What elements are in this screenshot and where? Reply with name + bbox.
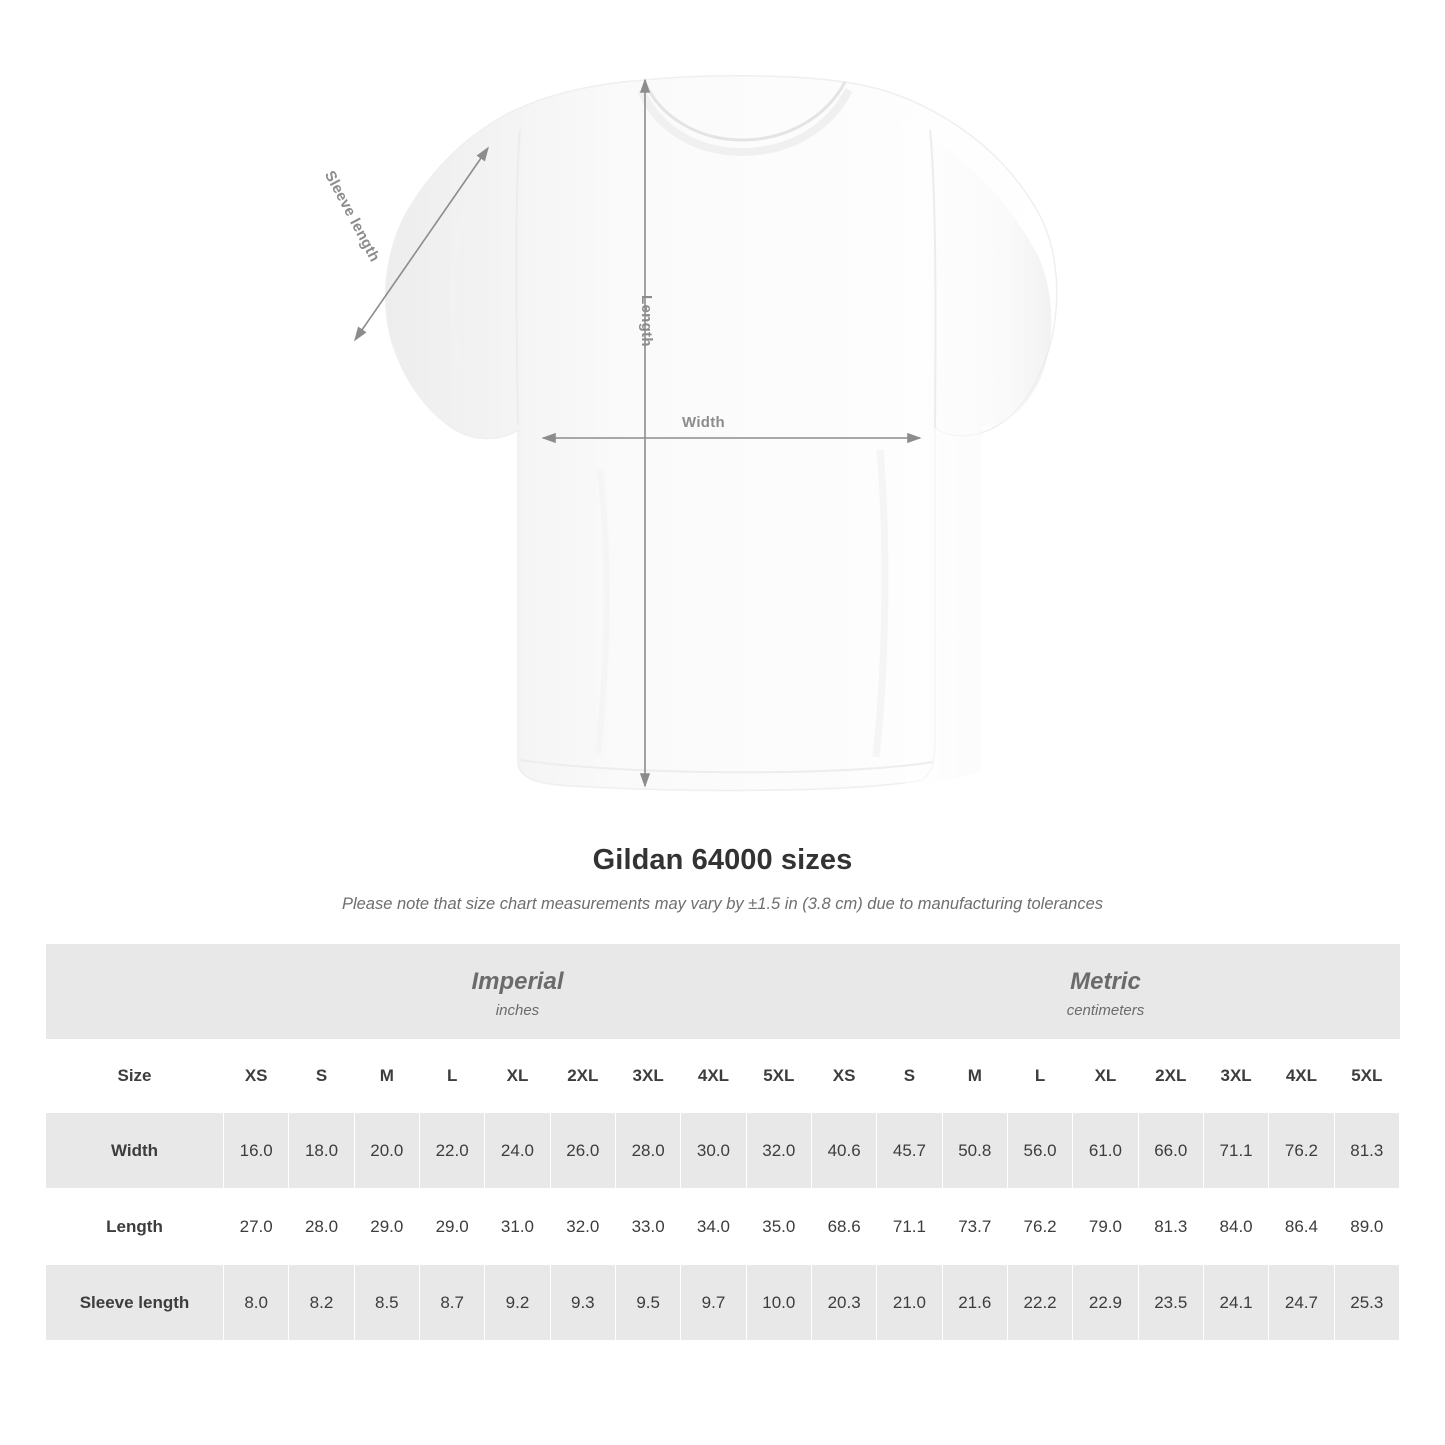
cell-width-1: 18.0: [289, 1113, 354, 1189]
size-chart-table: [45, 944, 1400, 1341]
cell-length-5: 32.0: [550, 1189, 615, 1265]
cell-width-3: 22.0: [419, 1113, 484, 1189]
cell-width-15: 71.1: [1203, 1113, 1268, 1189]
page-title: Gildan 64000 sizes: [592, 844, 853, 876]
cell-sleeve-3: 8.7: [419, 1265, 484, 1341]
header-col-13: XL: [1073, 1040, 1138, 1113]
cell-sleeve-17: 25.3: [1334, 1265, 1399, 1341]
cell-sleeve-8: 10.0: [746, 1265, 811, 1341]
tshirt-shape: [386, 76, 1057, 791]
header-col-9: XS: [811, 1040, 876, 1113]
header-col-6: 3XL: [615, 1040, 680, 1113]
row-label-length: Length: [46, 1189, 224, 1265]
cell-width-5: 26.0: [550, 1113, 615, 1189]
cell-length-9: 68.6: [811, 1189, 876, 1265]
length-label: Length: [638, 295, 655, 347]
cell-sleeve-9: 20.3: [811, 1265, 876, 1341]
header-col-1: S: [289, 1040, 354, 1113]
cell-sleeve-6: 9.5: [615, 1265, 680, 1341]
header-col-12: L: [1007, 1040, 1072, 1113]
column-header-row: [46, 1040, 1400, 1113]
cell-width-8: 32.0: [746, 1113, 811, 1189]
unit-header-spacer: [46, 944, 224, 1040]
cell-length-16: 86.4: [1269, 1189, 1334, 1265]
cell-length-3: 29.0: [419, 1189, 484, 1265]
cell-length-4: 31.0: [485, 1189, 550, 1265]
cell-length-7: 34.0: [681, 1189, 746, 1265]
cell-sleeve-0: 8.0: [224, 1265, 289, 1341]
cell-sleeve-16: 24.7: [1269, 1265, 1334, 1341]
unit-name-metric: Metric: [1070, 968, 1141, 995]
cell-width-0: 16.0: [224, 1113, 289, 1189]
cell-width-4: 24.0: [485, 1113, 550, 1189]
header-col-8: 5XL: [746, 1040, 811, 1113]
table-row: [46, 1265, 1400, 1341]
size-chart-container: [45, 944, 1400, 1341]
row-label-sleeve-length: Sleeve length: [46, 1265, 224, 1341]
header-col-16: 4XL: [1269, 1040, 1334, 1113]
cell-width-13: 61.0: [1073, 1113, 1138, 1189]
cell-length-12: 76.2: [1007, 1189, 1072, 1265]
cell-sleeve-1: 8.2: [289, 1265, 354, 1341]
unit-sub-metric: centimeters: [1066, 1002, 1145, 1020]
cell-length-11: 73.7: [942, 1189, 1007, 1265]
header-col-10: S: [877, 1040, 942, 1113]
cell-width-12: 56.0: [1007, 1113, 1072, 1189]
cell-sleeve-12: 22.2: [1007, 1265, 1072, 1341]
title-block: [0, 844, 1445, 914]
cell-sleeve-4: 9.2: [485, 1265, 550, 1341]
cell-width-17: 81.3: [1334, 1113, 1399, 1189]
cell-width-6: 28.0: [615, 1113, 680, 1189]
cell-length-17: 89.0: [1334, 1189, 1399, 1265]
header-col-15: 3XL: [1203, 1040, 1268, 1113]
cell-sleeve-14: 23.5: [1138, 1265, 1203, 1341]
cell-length-8: 35.0: [746, 1189, 811, 1265]
cell-sleeve-5: 9.3: [550, 1265, 615, 1341]
header-col-11: M: [942, 1040, 1007, 1113]
header-col-14: 2XL: [1138, 1040, 1203, 1113]
row-label-width: Width: [46, 1113, 224, 1189]
header-col-17: 5XL: [1334, 1040, 1399, 1113]
header-col-4: XL: [485, 1040, 550, 1113]
unit-header-metric: [811, 944, 1399, 1040]
cell-length-6: 33.0: [615, 1189, 680, 1265]
cell-length-14: 81.3: [1138, 1189, 1203, 1265]
cell-width-16: 76.2: [1269, 1113, 1334, 1189]
header-col-2: M: [354, 1040, 419, 1113]
cell-sleeve-13: 22.9: [1073, 1265, 1138, 1341]
cell-length-10: 71.1: [877, 1189, 942, 1265]
cell-length-1: 28.0: [289, 1189, 354, 1265]
cell-sleeve-10: 21.0: [877, 1265, 942, 1341]
header-size: Size: [46, 1040, 224, 1113]
cell-width-7: 30.0: [681, 1113, 746, 1189]
cell-width-11: 50.8: [942, 1113, 1007, 1189]
unit-name-imperial: Imperial: [471, 968, 564, 995]
header-col-7: 4XL: [681, 1040, 746, 1113]
cell-length-2: 29.0: [354, 1189, 419, 1265]
unit-header-row: [46, 944, 1400, 1040]
cell-sleeve-11: 21.6: [942, 1265, 1007, 1341]
tolerance-note: Please note that size chart measurements may vary by ±1.5 in (3.8 cm) due to manufacturing tolerances: [341, 895, 1104, 913]
sleeve-length-label: Sleeve length: [320, 168, 384, 265]
cell-sleeve-7: 9.7: [681, 1265, 746, 1341]
cell-sleeve-2: 8.5: [354, 1265, 419, 1341]
cell-width-2: 20.0: [354, 1113, 419, 1189]
header-col-5: 2XL: [550, 1040, 615, 1113]
cell-width-14: 66.0: [1138, 1113, 1203, 1189]
table-row: [46, 1113, 1400, 1189]
header-col-3: L: [419, 1040, 484, 1113]
cell-length-13: 79.0: [1073, 1189, 1138, 1265]
width-label: Width: [682, 414, 726, 431]
cell-length-0: 27.0: [224, 1189, 289, 1265]
cell-length-15: 84.0: [1203, 1189, 1268, 1265]
cell-width-9: 40.6: [811, 1113, 876, 1189]
cell-sleeve-15: 24.1: [1203, 1265, 1268, 1341]
header-col-0: XS: [224, 1040, 289, 1113]
unit-sub-imperial: inches: [495, 1002, 540, 1020]
cell-width-10: 45.7: [877, 1113, 942, 1189]
table-row: [46, 1189, 1400, 1265]
unit-header-imperial: [224, 944, 812, 1040]
